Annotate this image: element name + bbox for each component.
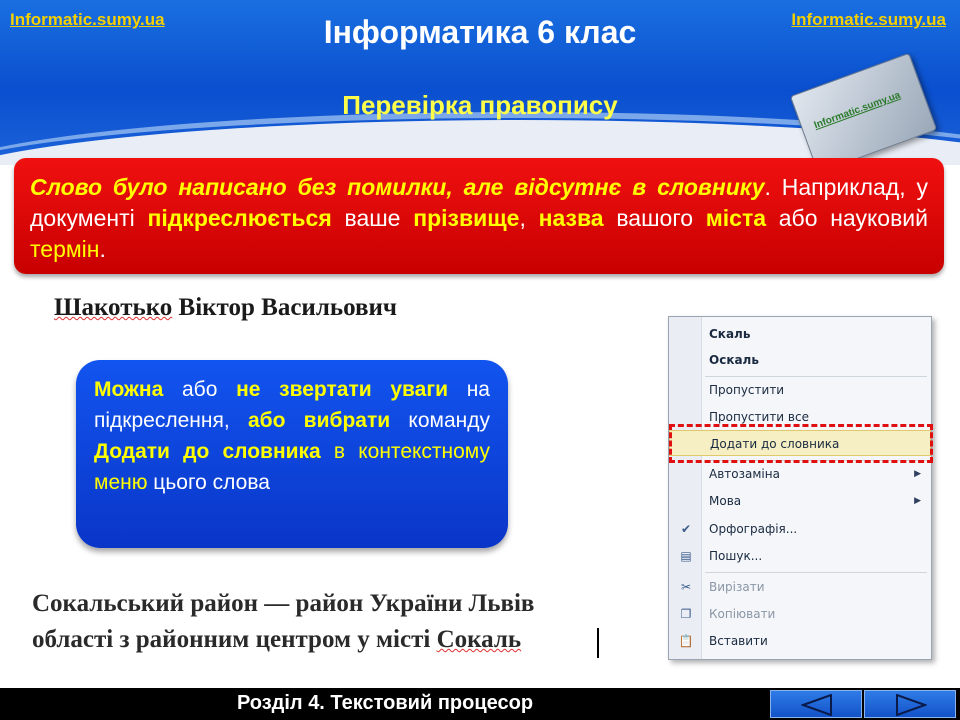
tip-highlight: Додати до словника bbox=[94, 440, 321, 463]
menu-item-label: Пропустити все bbox=[709, 410, 809, 424]
context-menu bbox=[668, 316, 932, 660]
site-link-right[interactable]: Informatic.sumy.ua bbox=[791, 10, 946, 29]
explanation-key-phrase: Слово було написано без помилки, але відсутнє в словнику bbox=[30, 174, 765, 200]
menu-item-label: Копіювати bbox=[709, 607, 776, 621]
tip-highlight: не звертати уваги bbox=[236, 378, 448, 401]
tip-text: цього слова bbox=[147, 471, 270, 494]
paragraph-line-2-text: області з районним центром у місті bbox=[32, 626, 437, 653]
tip-text: на підкреслення, bbox=[94, 378, 490, 432]
menu-item-label: Пошук... bbox=[709, 549, 763, 563]
copy-icon: ❐ bbox=[680, 607, 692, 621]
document-paragraph bbox=[32, 586, 534, 658]
explanation-box bbox=[14, 158, 944, 274]
tip-text bbox=[321, 440, 334, 463]
explanation-highlight: міста bbox=[705, 205, 767, 231]
site-link-left[interactable]: Informatic.sumy.ua bbox=[10, 10, 165, 29]
paragraph-line-2 bbox=[32, 622, 534, 658]
menu-item-label: Орфографія... bbox=[709, 522, 798, 536]
spelling-icon: ✔ bbox=[680, 522, 692, 536]
misspelled-surname: Шакотько bbox=[54, 294, 173, 321]
explanation-highlight: термін bbox=[30, 236, 100, 262]
menu-item-copy[interactable] bbox=[669, 601, 931, 627]
explanation-highlight: прізвище bbox=[413, 205, 520, 231]
slide-subtitle: Перевірка правопису bbox=[342, 90, 618, 120]
menu-item-paste[interactable] bbox=[669, 628, 931, 654]
section-title: Розділ 4. Текстовий процесор bbox=[236, 692, 534, 714]
menu-item-research[interactable] bbox=[669, 543, 931, 569]
example-name-line bbox=[46, 284, 502, 324]
arrow-left-icon bbox=[801, 694, 833, 716]
logo-text: Informatic.sumy.ua bbox=[812, 89, 902, 132]
menu-item-label: Автозаміна bbox=[709, 467, 780, 481]
menu-item-label: Оскаль bbox=[709, 353, 759, 367]
explanation-text: , bbox=[519, 205, 539, 231]
menu-separator bbox=[705, 572, 927, 573]
misspelled-city: Сокаль bbox=[436, 626, 522, 653]
slide-title: Інформатика 6 клас bbox=[323, 14, 637, 50]
paste-icon: 📋 bbox=[678, 634, 694, 648]
explanation-text: або науковий bbox=[766, 205, 928, 231]
explanation-text: ваше bbox=[331, 205, 414, 231]
tip-box bbox=[76, 360, 508, 548]
prev-slide-button[interactable] bbox=[770, 690, 862, 718]
text-cursor bbox=[597, 628, 599, 658]
menu-item-label: Пропустити bbox=[709, 383, 785, 397]
paragraph-line-1: Сокальський район — район України Львів bbox=[32, 590, 535, 617]
explanation-text: . bbox=[99, 236, 106, 262]
tip-highlight: Можна bbox=[94, 378, 164, 401]
explanation-highlight: назва bbox=[538, 205, 604, 231]
explanation-highlight: підкреслюється bbox=[147, 205, 332, 231]
explanation-text: . Наприклад, у документі bbox=[30, 174, 928, 231]
menu-item-language[interactable] bbox=[669, 488, 931, 514]
menu-item-label: Вставити bbox=[709, 634, 768, 648]
menu-item-label: Скаль bbox=[709, 327, 751, 341]
submenu-arrow-icon: ▶ bbox=[914, 469, 921, 479]
tip-highlight: або вибрати bbox=[247, 409, 391, 432]
menu-item-cut[interactable] bbox=[669, 574, 931, 600]
next-slide-button[interactable] bbox=[864, 690, 956, 718]
menu-item-suggestion-1[interactable] bbox=[669, 321, 931, 347]
research-icon: ▤ bbox=[680, 549, 692, 563]
menu-item-label: Вирізати bbox=[709, 580, 765, 594]
highlight-frame bbox=[669, 424, 933, 463]
tip-text: або bbox=[163, 378, 237, 401]
example-name-rest: Віктор Васильович bbox=[172, 294, 397, 321]
tip-highlight: в контекстному меню bbox=[94, 440, 490, 494]
submenu-arrow-icon: ▶ bbox=[914, 496, 921, 506]
tip-text: команду bbox=[390, 409, 490, 432]
scissors-icon: ✂ bbox=[680, 580, 692, 594]
explanation-text: вашого bbox=[603, 205, 706, 231]
menu-item-label: Додати до словника bbox=[710, 437, 840, 451]
arrow-right-icon bbox=[895, 694, 927, 716]
menu-item-autocorrect[interactable] bbox=[669, 461, 931, 487]
menu-item-label: Мова bbox=[709, 494, 742, 508]
menu-item-suggestion-2[interactable] bbox=[669, 347, 931, 373]
menu-item-spelling[interactable] bbox=[669, 516, 931, 542]
menu-item-ignore[interactable] bbox=[669, 377, 931, 403]
